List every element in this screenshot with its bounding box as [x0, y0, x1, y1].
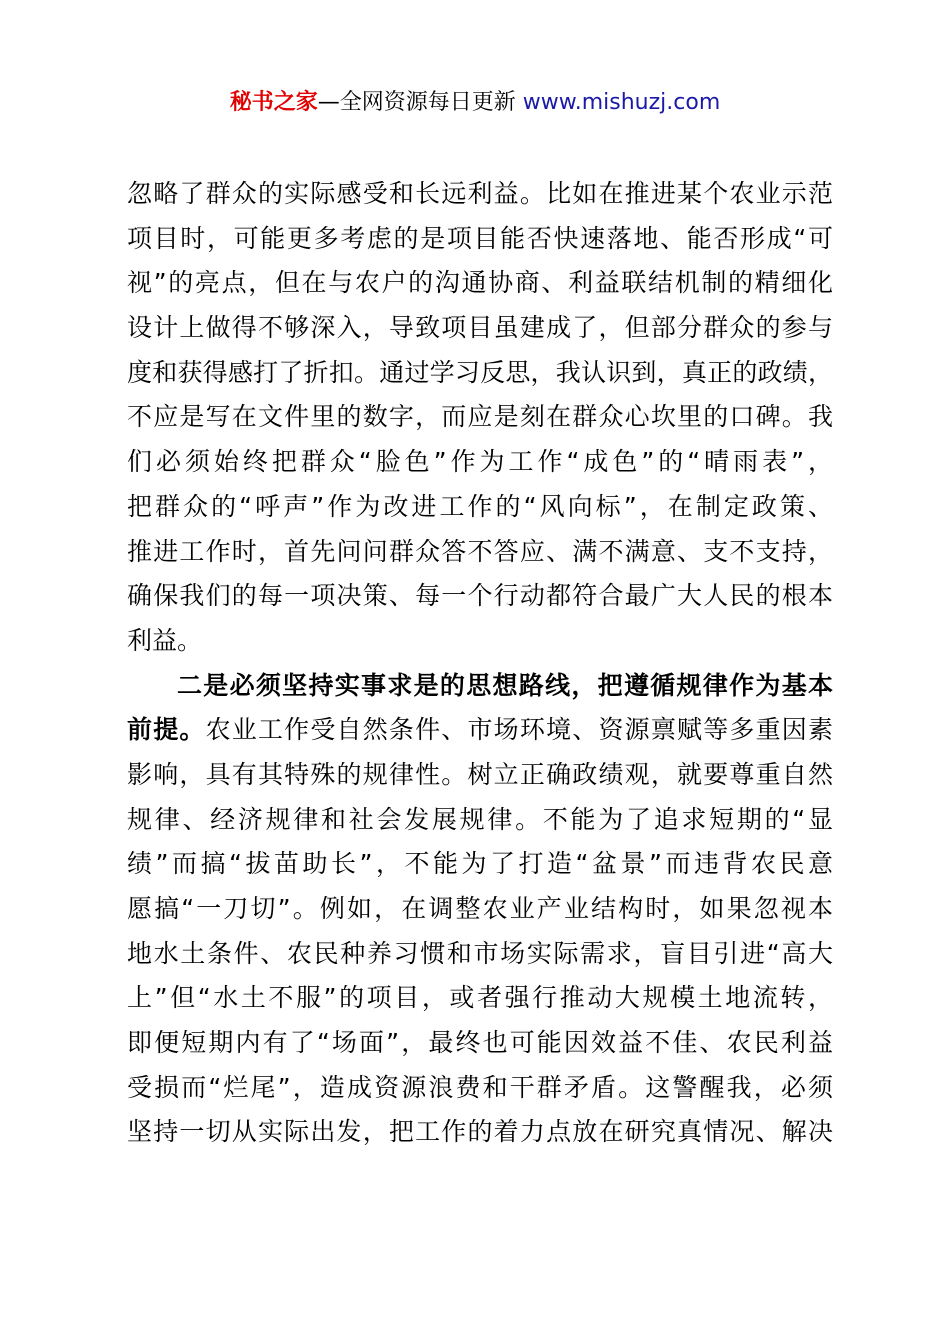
- text-line: 绩”而搞“拔苗助长”，不能为了打造“盆景”而违背农民意: [127, 849, 833, 879]
- paragraph-2: [127, 664, 833, 1156]
- text-line: 影响，具有其特殊的规律性。树立正确政绩观，就要尊重自然: [127, 759, 833, 789]
- text-line: 们必须始终把群众“脸色”作为工作“成色”的“晴雨表”，: [127, 447, 833, 477]
- text-line: 即便短期内有了“场面”，最终也可能因效益不佳、农民利益: [127, 1028, 833, 1058]
- paragraph-1: [127, 172, 833, 664]
- site-url-link[interactable]: www.mishuzj.com: [522, 90, 721, 115]
- text-line: 坚持一切从实际出发，把工作的着力点放在研究真情况、解决: [127, 1117, 833, 1147]
- text-line: 推进工作时，首先问问群众答不答应、满不满意、支不支持，: [127, 536, 833, 566]
- text-line: 设计上做得不够深入，导致项目虽建成了，但部分群众的参与: [127, 313, 833, 343]
- text-line: 把群众的“呼声”作为改进工作的“风向标”，在制定政策、: [127, 491, 833, 521]
- text-line: 愿搞“一刀切”。例如，在调整农业产业结构时，如果忽视本: [127, 894, 833, 923]
- text-line: 视”的亮点，但在与农户的沟通协商、利益联结机制的精细化: [127, 268, 833, 298]
- brand-name: 秘书之家: [229, 90, 318, 115]
- paragraph-2-heading-end: 前提。: [127, 715, 206, 745]
- document-body: [127, 172, 833, 1155]
- text-line: 上”但“水土不服”的项目，或者强行推动大规模土地流转，: [127, 983, 833, 1013]
- text-line: 受损而“烂尾”，造成资源浪费和干群矛盾。这警醒我，必须: [127, 1072, 833, 1102]
- site-header: [0, 86, 950, 120]
- text-line: 度和获得感打了折扣。通过学习反思，我认识到，真正的政绩，: [127, 357, 833, 387]
- text-line: 规律、经济规律和社会发展规律。不能为了追求短期的“显: [127, 804, 833, 834]
- text-line: 不应是写在文件里的数字，而应是刻在群众心坎里的口碑。我: [127, 402, 833, 432]
- text-line: 确保我们的每一项决策、每一个行动都符合最广大人民的根本: [127, 581, 833, 611]
- text-line: 项目时，可能更多考虑的是项目能否快速落地、能否形成“可: [127, 223, 833, 253]
- header-tagline: —全网资源每日更新: [317, 90, 523, 115]
- text-line: 忽略了群众的实际感受和长远利益。比如在推进某个农业示范: [127, 179, 833, 208]
- paragraph-2-heading: 二是必须坚持实事求是的思想路线，把遵循规律作为基本: [177, 670, 833, 700]
- text-segment: 农业工作受自然条件、市场环境、资源禀赋等多重因素: [205, 715, 833, 745]
- text-line: [127, 708, 833, 753]
- text-line: 地水土条件、农民种养习惯和市场实际需求，盲目引进“高大: [127, 938, 833, 968]
- text-line: 利益。: [127, 625, 203, 655]
